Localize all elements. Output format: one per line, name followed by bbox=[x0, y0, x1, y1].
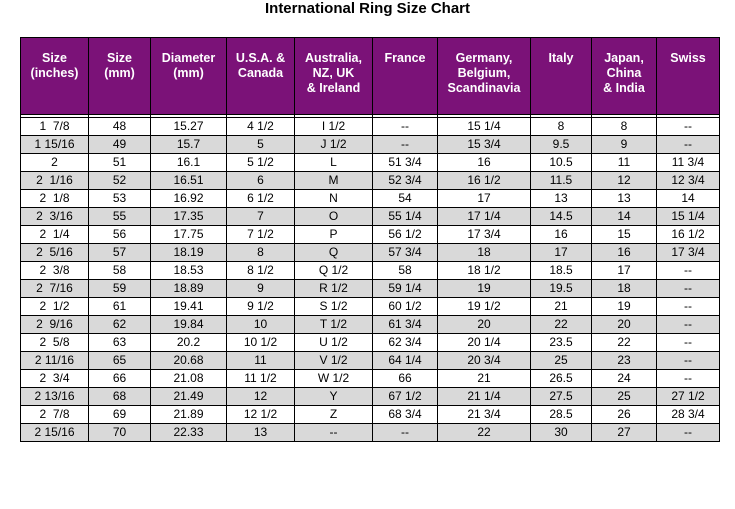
table-cell: 19 bbox=[438, 280, 531, 298]
table-row bbox=[21, 424, 720, 442]
table-cell: Y bbox=[295, 388, 373, 406]
table-cell: 15.27 bbox=[151, 118, 227, 136]
table-cell: U 1/2 bbox=[295, 334, 373, 352]
column-header bbox=[657, 38, 720, 115]
column-header-line: NZ, UK bbox=[312, 66, 355, 80]
column-header-line: (mm) bbox=[173, 66, 204, 80]
table-row bbox=[21, 316, 720, 334]
table-cell: 11 3/4 bbox=[657, 154, 720, 172]
table-cell: 9 bbox=[227, 280, 295, 298]
table-cell: 2 15/16 bbox=[21, 424, 89, 442]
table-cell: 23.5 bbox=[531, 334, 592, 352]
table-row bbox=[21, 118, 720, 136]
table-cell: 16 bbox=[592, 244, 657, 262]
table-cell: 2 3/16 bbox=[21, 208, 89, 226]
column-header bbox=[438, 38, 531, 115]
column-header-line: Canada bbox=[237, 66, 284, 80]
table-cell: 21 bbox=[531, 298, 592, 316]
ring-size-table bbox=[20, 37, 720, 442]
column-header-line: & India bbox=[603, 81, 645, 95]
table-cell: 17.75 bbox=[151, 226, 227, 244]
table-cell: 15 3/4 bbox=[438, 136, 531, 154]
table-cell: 17 3/4 bbox=[657, 244, 720, 262]
table-cell: 19.84 bbox=[151, 316, 227, 334]
table-cell: 15 1/4 bbox=[657, 208, 720, 226]
column-header-line: Italy bbox=[548, 51, 574, 65]
table-cell: 20 1/4 bbox=[438, 334, 531, 352]
table-cell: 54 bbox=[373, 190, 438, 208]
table-row bbox=[21, 406, 720, 424]
table-cell: 5 1/2 bbox=[227, 154, 295, 172]
table-cell: 65 bbox=[89, 352, 151, 370]
table-cell: 51 3/4 bbox=[373, 154, 438, 172]
table-row bbox=[21, 136, 720, 154]
column-header-line: U.S.A. & bbox=[235, 51, 286, 65]
table-cell: 14.5 bbox=[531, 208, 592, 226]
table-cell: 51 bbox=[89, 154, 151, 172]
table-cell: 57 3/4 bbox=[373, 244, 438, 262]
table-cell: 12 bbox=[592, 172, 657, 190]
table-cell: 8 1/2 bbox=[227, 262, 295, 280]
table-cell: 5 bbox=[227, 136, 295, 154]
table-cell: 18 bbox=[438, 244, 531, 262]
column-header bbox=[89, 38, 151, 115]
table-cell: -- bbox=[373, 136, 438, 154]
table-cell: 20 bbox=[438, 316, 531, 334]
table-cell: 21 1/4 bbox=[438, 388, 531, 406]
table-cell: 27 bbox=[592, 424, 657, 442]
column-header-line: Diameter bbox=[161, 51, 216, 65]
table-cell: 19.41 bbox=[151, 298, 227, 316]
table-cell: 70 bbox=[89, 424, 151, 442]
table-cell: 2 7/8 bbox=[21, 406, 89, 424]
table-cell: T 1/2 bbox=[295, 316, 373, 334]
table-cell: 16.51 bbox=[151, 172, 227, 190]
table-cell: 25 bbox=[531, 352, 592, 370]
table-cell: 7 bbox=[227, 208, 295, 226]
table-cell: 66 bbox=[89, 370, 151, 388]
table-cell: 66 bbox=[373, 370, 438, 388]
table-cell: 15 1/4 bbox=[438, 118, 531, 136]
table-cell: 22 bbox=[531, 316, 592, 334]
column-header-line: Germany, bbox=[455, 51, 513, 65]
table-cell: 59 bbox=[89, 280, 151, 298]
table-row bbox=[21, 280, 720, 298]
table-cell: 18.5 bbox=[531, 262, 592, 280]
column-header-line: (inches) bbox=[30, 66, 79, 80]
table-cell: 17 bbox=[531, 244, 592, 262]
table-cell: 9.5 bbox=[531, 136, 592, 154]
table-cell: 27.5 bbox=[531, 388, 592, 406]
table-cell: 2 5/16 bbox=[21, 244, 89, 262]
table-cell: 12 bbox=[227, 388, 295, 406]
table-cell: 21 bbox=[438, 370, 531, 388]
table-cell: 17 bbox=[438, 190, 531, 208]
table-cell: 56 1/2 bbox=[373, 226, 438, 244]
table-cell: Z bbox=[295, 406, 373, 424]
table-row bbox=[21, 208, 720, 226]
table-cell: 19 bbox=[592, 298, 657, 316]
table-cell: 24 bbox=[592, 370, 657, 388]
table-row bbox=[21, 334, 720, 352]
table-cell: 18.53 bbox=[151, 262, 227, 280]
table-row bbox=[21, 262, 720, 280]
header-row bbox=[21, 38, 720, 115]
table-cell: 21.08 bbox=[151, 370, 227, 388]
table-row bbox=[21, 172, 720, 190]
table-cell: -- bbox=[657, 280, 720, 298]
table-cell: 16 bbox=[438, 154, 531, 172]
table-cell: 19.5 bbox=[531, 280, 592, 298]
table-cell: 20.68 bbox=[151, 352, 227, 370]
table-cell: 10 1/2 bbox=[227, 334, 295, 352]
column-header bbox=[227, 38, 295, 115]
column-header bbox=[151, 38, 227, 115]
table-cell: 2 1/4 bbox=[21, 226, 89, 244]
table-cell: R 1/2 bbox=[295, 280, 373, 298]
table-cell: 16.92 bbox=[151, 190, 227, 208]
table-cell: 11.5 bbox=[531, 172, 592, 190]
table-cell: 61 3/4 bbox=[373, 316, 438, 334]
table-cell: 17 1/4 bbox=[438, 208, 531, 226]
table-cell: 16.1 bbox=[151, 154, 227, 172]
table-cell: 11 bbox=[227, 352, 295, 370]
column-header-line: (mm) bbox=[104, 66, 135, 80]
table-cell: 1 7/8 bbox=[21, 118, 89, 136]
table-header bbox=[21, 38, 720, 115]
column-header-line: Australia, bbox=[305, 51, 362, 65]
table-cell: 2 bbox=[21, 154, 89, 172]
table-cell: 13 bbox=[531, 190, 592, 208]
column-header-line: Size bbox=[41, 51, 67, 65]
column-header-line: Swiss bbox=[670, 51, 706, 65]
table-body bbox=[21, 115, 720, 442]
table-cell: 20 bbox=[592, 316, 657, 334]
column-header bbox=[373, 38, 438, 115]
table-cell: I 1/2 bbox=[295, 118, 373, 136]
table-cell: 22.33 bbox=[151, 424, 227, 442]
table-cell: 7 1/2 bbox=[227, 226, 295, 244]
table-cell: -- bbox=[657, 370, 720, 388]
table-cell: -- bbox=[657, 298, 720, 316]
table-cell: J 1/2 bbox=[295, 136, 373, 154]
table-cell: 11 1/2 bbox=[227, 370, 295, 388]
table-cell: 10 bbox=[227, 316, 295, 334]
table-cell: 55 1/4 bbox=[373, 208, 438, 226]
table-cell: 2 3/8 bbox=[21, 262, 89, 280]
table-cell: 23 bbox=[592, 352, 657, 370]
table-cell: 55 bbox=[89, 208, 151, 226]
column-header-line: Size bbox=[106, 51, 132, 65]
table-cell: S 1/2 bbox=[295, 298, 373, 316]
table-cell: 2 11/16 bbox=[21, 352, 89, 370]
table-cell: 48 bbox=[89, 118, 151, 136]
table-row bbox=[21, 370, 720, 388]
column-header-line: China bbox=[606, 66, 642, 80]
table-cell: -- bbox=[657, 316, 720, 334]
table-cell: 26 bbox=[592, 406, 657, 424]
table-cell: 15.7 bbox=[151, 136, 227, 154]
table-cell: 17 bbox=[592, 262, 657, 280]
table-cell: 16 1/2 bbox=[657, 226, 720, 244]
table-cell: L bbox=[295, 154, 373, 172]
table-cell: W 1/2 bbox=[295, 370, 373, 388]
table-cell: 22 bbox=[592, 334, 657, 352]
table-cell: 59 1/4 bbox=[373, 280, 438, 298]
table-cell: 56 bbox=[89, 226, 151, 244]
table-cell: 21.49 bbox=[151, 388, 227, 406]
column-header-line: Japan, bbox=[604, 51, 644, 65]
table-cell: 1 15/16 bbox=[21, 136, 89, 154]
table-cell: 49 bbox=[89, 136, 151, 154]
column-header-line: Scandinavia bbox=[447, 81, 521, 95]
table-cell: 14 bbox=[592, 208, 657, 226]
table-cell: 53 bbox=[89, 190, 151, 208]
table-cell: 18.89 bbox=[151, 280, 227, 298]
table-row bbox=[21, 190, 720, 208]
table-cell: 62 3/4 bbox=[373, 334, 438, 352]
table-cell: 10.5 bbox=[531, 154, 592, 172]
table-cell: 63 bbox=[89, 334, 151, 352]
table-cell: 2 1/2 bbox=[21, 298, 89, 316]
table-cell: 21 3/4 bbox=[438, 406, 531, 424]
table-cell: 20 3/4 bbox=[438, 352, 531, 370]
table-cell: 2 13/16 bbox=[21, 388, 89, 406]
table-cell: 12 1/2 bbox=[227, 406, 295, 424]
table-cell: 6 1/2 bbox=[227, 190, 295, 208]
table-cell: -- bbox=[373, 424, 438, 442]
table-cell: -- bbox=[657, 334, 720, 352]
table-cell: 52 bbox=[89, 172, 151, 190]
table-row bbox=[21, 298, 720, 316]
column-header bbox=[295, 38, 373, 115]
table-cell: V 1/2 bbox=[295, 352, 373, 370]
table-cell: 11 bbox=[592, 154, 657, 172]
table-cell: 18 bbox=[592, 280, 657, 298]
table-cell: 68 bbox=[89, 388, 151, 406]
table-cell: O bbox=[295, 208, 373, 226]
table-cell: 52 3/4 bbox=[373, 172, 438, 190]
table-cell: 27 1/2 bbox=[657, 388, 720, 406]
table-cell: 58 bbox=[89, 262, 151, 280]
table-cell: 19 1/2 bbox=[438, 298, 531, 316]
table-cell: 13 bbox=[592, 190, 657, 208]
table-cell: 61 bbox=[89, 298, 151, 316]
column-header bbox=[21, 38, 89, 115]
table-cell: 25 bbox=[592, 388, 657, 406]
table-cell: 62 bbox=[89, 316, 151, 334]
column-header-line: France bbox=[384, 51, 426, 65]
table-cell: P bbox=[295, 226, 373, 244]
table-cell: 16 bbox=[531, 226, 592, 244]
table-cell: -- bbox=[295, 424, 373, 442]
table-cell: 18.19 bbox=[151, 244, 227, 262]
table-cell: 4 1/2 bbox=[227, 118, 295, 136]
table-cell: 14 bbox=[657, 190, 720, 208]
table-cell: 69 bbox=[89, 406, 151, 424]
table-cell: Q 1/2 bbox=[295, 262, 373, 280]
table-cell: 30 bbox=[531, 424, 592, 442]
table-row bbox=[21, 244, 720, 262]
table-row bbox=[21, 388, 720, 406]
table-cell: 2 7/16 bbox=[21, 280, 89, 298]
table-cell: 15 bbox=[592, 226, 657, 244]
table-cell: -- bbox=[657, 118, 720, 136]
table-cell: 16 1/2 bbox=[438, 172, 531, 190]
table-cell: 13 bbox=[227, 424, 295, 442]
column-header-line: & Ireland bbox=[306, 81, 361, 95]
table-cell: 2 1/16 bbox=[21, 172, 89, 190]
table-cell: 8 bbox=[531, 118, 592, 136]
table-cell: 18 1/2 bbox=[438, 262, 531, 280]
table-cell: -- bbox=[657, 262, 720, 280]
table-cell: M bbox=[295, 172, 373, 190]
table-cell: -- bbox=[657, 352, 720, 370]
table-cell: 21.89 bbox=[151, 406, 227, 424]
table-cell: 12 3/4 bbox=[657, 172, 720, 190]
table-cell: 20.2 bbox=[151, 334, 227, 352]
table-cell: 8 bbox=[227, 244, 295, 262]
table-cell: 28 3/4 bbox=[657, 406, 720, 424]
table-cell: 28.5 bbox=[531, 406, 592, 424]
table-cell: 22 bbox=[438, 424, 531, 442]
table-cell: 2 1/8 bbox=[21, 190, 89, 208]
table-cell: 60 1/2 bbox=[373, 298, 438, 316]
table-cell: 17.35 bbox=[151, 208, 227, 226]
table-cell: 6 bbox=[227, 172, 295, 190]
table-cell: Q bbox=[295, 244, 373, 262]
table-cell: 68 3/4 bbox=[373, 406, 438, 424]
table-row bbox=[21, 154, 720, 172]
table-cell: 17 3/4 bbox=[438, 226, 531, 244]
table-cell: -- bbox=[657, 136, 720, 154]
table-cell: 9 1/2 bbox=[227, 298, 295, 316]
table-cell: 9 bbox=[592, 136, 657, 154]
table-cell: -- bbox=[657, 424, 720, 442]
column-header-line: Belgium, bbox=[457, 66, 511, 80]
chart-title: International Ring Size Chart bbox=[264, 0, 471, 17]
table-cell: 67 1/2 bbox=[373, 388, 438, 406]
table-cell: 57 bbox=[89, 244, 151, 262]
table-cell: 64 1/4 bbox=[373, 352, 438, 370]
table-cell: 2 9/16 bbox=[21, 316, 89, 334]
column-header bbox=[531, 38, 592, 115]
column-header bbox=[592, 38, 657, 115]
table-cell: 2 5/8 bbox=[21, 334, 89, 352]
table-row bbox=[21, 352, 720, 370]
table-row bbox=[21, 226, 720, 244]
table-cell: 8 bbox=[592, 118, 657, 136]
table-cell: N bbox=[295, 190, 373, 208]
table-cell: -- bbox=[373, 118, 438, 136]
table-cell: 26.5 bbox=[531, 370, 592, 388]
table-cell: 2 3/4 bbox=[21, 370, 89, 388]
table-cell: 58 bbox=[373, 262, 438, 280]
